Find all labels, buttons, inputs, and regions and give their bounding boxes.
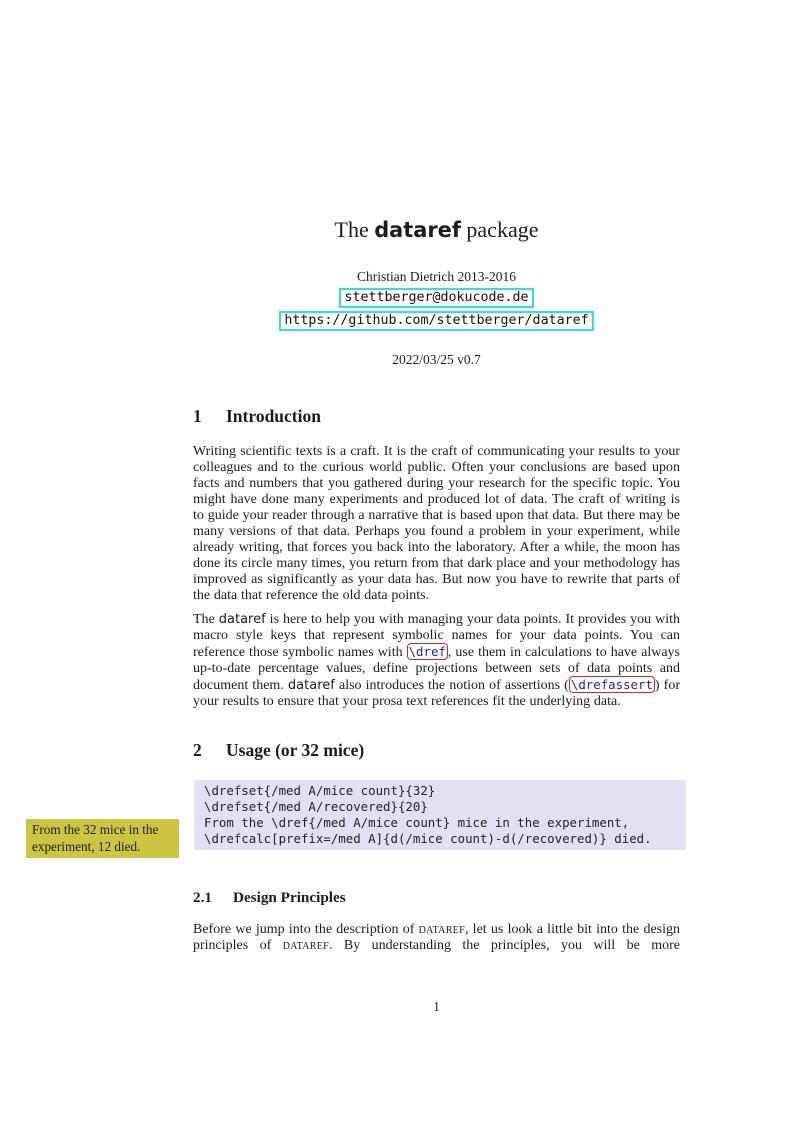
- code-listing: [194, 780, 686, 850]
- text-segment: , let us look a little bit into the design principles of: [193, 922, 681, 953]
- page-number: 1: [433, 999, 440, 1014]
- text-segment: dataref: [418, 922, 465, 937]
- text-segment: dataref: [218, 612, 266, 627]
- code-line: \drefcalc[prefix=/med A]{d(/mice count)-d(/recovered)} died.: [204, 831, 652, 846]
- text-segment: Before we jump into the description of: [193, 922, 419, 937]
- section-heading-introduction: [193, 405, 680, 427]
- section-heading-usage: [193, 739, 680, 761]
- text-segment: dataref: [287, 678, 335, 693]
- author-line: Christian Dietrich 2013-2016: [357, 269, 516, 284]
- text-column: [193, 0, 680, 954]
- text-segment: The: [193, 612, 219, 627]
- code-line: \drefset{/med A/recovered}{20}: [204, 799, 428, 814]
- hyperlink-drefassert[interactable]: \drefassert: [570, 677, 653, 692]
- text-segment: ) for your results to ensure that your prosa text references fit the underlying data.: [193, 678, 681, 709]
- section-title: Usage (or 32 mice): [226, 740, 365, 760]
- url-line: [193, 310, 680, 331]
- document-title: [193, 217, 680, 243]
- paragraph-design-1: [193, 922, 680, 954]
- date-version: 2022/03/25 v0.7: [392, 352, 481, 367]
- section-title: Introduction: [226, 406, 321, 426]
- text-segment: also introduces the notion of assertions (: [334, 678, 569, 693]
- text-segment: is here to help you with managing your data points. It provides you with macro style keys that represent symbolic names for your data points. You can reference those symbolic names with: [193, 612, 680, 660]
- text-segment: dataref: [374, 218, 461, 242]
- section-title: Design Principles: [233, 889, 346, 906]
- margin-note: From the 32 mice in the experiment, 12 died.: [26, 819, 179, 858]
- section-number: 2.1: [193, 889, 212, 906]
- text-segment: , use them in calculations to have always up-to-date percentage values, define projections between sets of data points and document them.: [193, 645, 681, 693]
- text-segment: Writing scientific texts is a craft. It is the craft of communicating your results to your colleagues and to the curious world public. Often your conclusions are based upon facts and numbers that you gathered during your research for the specific topic. You might have done many experiments and produced lot of data. The craft of writing is to guide your reader through a narrative that is based upon that data. But there may be many versions of that data. Perhaps you found a problem in your experiment, while already writing, that forces you back into the laboratory. After a while, the moon has done its circle many times, you return from that dark place and your methodology has improved as significantly as your data has. But now you have to rewrite that parts of the data that reference the old data points.: [193, 444, 680, 603]
- hyperlink-dref[interactable]: \dref: [408, 644, 446, 659]
- email-line: [193, 287, 680, 308]
- text-segment: The: [334, 217, 375, 242]
- text-segment: dataref: [282, 938, 329, 953]
- title-block: [193, 0, 680, 368]
- text-segment: package: [460, 217, 539, 242]
- section-heading-design-principles: [193, 888, 680, 908]
- repo-url-link[interactable]: https://github.com/stettberger/dataref: [279, 311, 593, 331]
- paragraph-intro-2: [193, 612, 680, 710]
- email-link[interactable]: stettberger@dokucode.de: [339, 288, 533, 308]
- code-line: From the \dref{/med A/mice count} mice in the experiment,: [204, 815, 630, 830]
- code-line: \drefset{/med A/mice count}{32}: [204, 783, 436, 798]
- text-segment: . By understanding the principles, you will be more: [329, 938, 680, 953]
- section-number: 2: [193, 740, 202, 760]
- author-block: [193, 268, 680, 331]
- paragraph-intro-1: [193, 444, 680, 604]
- section-number: 1: [193, 406, 202, 426]
